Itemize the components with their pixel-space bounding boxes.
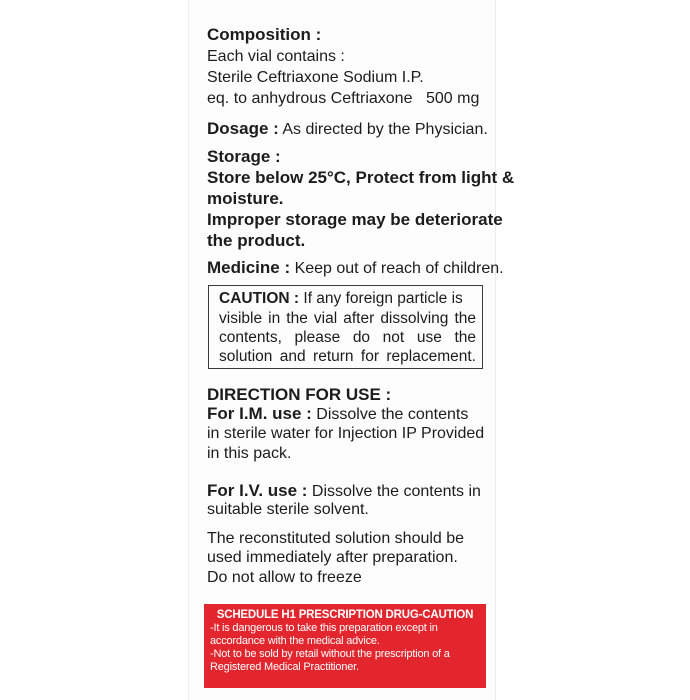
schedule-h1-line-1: -It is dangerous to take this preparation except in xyxy=(210,622,438,634)
composition-heading: Composition : xyxy=(207,25,322,44)
direction-heading: DIRECTION FOR USE : xyxy=(207,385,392,404)
medicine-text: Keep out of reach of children. xyxy=(290,260,504,277)
schedule-h1-line-3: -Not to be sold by retail without the prescription of a xyxy=(210,648,450,660)
medicine-label: Medicine : xyxy=(207,258,291,277)
im-text-1: Dissolve the contents xyxy=(311,406,469,423)
dosage-label: Dosage : xyxy=(207,119,279,138)
caution-line-1 xyxy=(219,289,463,309)
caution-line-3 xyxy=(219,328,476,348)
iv-text-1: Dissolve the contents in xyxy=(307,483,481,500)
storage-heading: Storage : xyxy=(207,147,281,166)
composition-line-1: Each vial contains : xyxy=(207,48,345,65)
caution-label: CAUTION : xyxy=(219,290,300,307)
caution-text-1: If any foreign particle is xyxy=(299,290,463,307)
iv-line-1 xyxy=(207,481,481,502)
storage-line-3: Improper storage may be deteriorate xyxy=(207,210,503,229)
schedule-h1-line-2: accordance with the medical advice. xyxy=(210,635,380,647)
caution-line-4 xyxy=(219,347,476,367)
iv-label: For I.V. use : xyxy=(207,481,308,500)
caution-text-4: solution and return for replacement. xyxy=(219,348,476,365)
im-line-1 xyxy=(207,404,468,425)
schedule-h1-title: SCHEDULE H1 PRESCRIPTION DRUG-CAUTION xyxy=(216,609,474,621)
iv-line-2: suitable sterile solvent. xyxy=(207,501,369,518)
caution-line-2 xyxy=(219,309,476,329)
storage-line-2: moisture. xyxy=(207,189,284,208)
composition-line-2: Sterile Ceftriaxone Sodium I.P. xyxy=(207,69,424,86)
caution-text-3: contents, please do not use the xyxy=(219,329,476,346)
medicine-line xyxy=(207,258,504,279)
storage-line-1: Store below 25°C, Protect from light & xyxy=(207,168,515,187)
im-label: For I.M. use : xyxy=(207,404,312,423)
dosage-line xyxy=(207,119,488,140)
im-line-2: in sterile water for Injection IP Provided xyxy=(207,425,485,442)
reconstitution-line-3: Do not allow to freeze xyxy=(207,569,362,586)
storage-line-4: the product. xyxy=(207,231,306,250)
schedule-h1-warning-box xyxy=(204,604,486,688)
caution-text-2: visible in the vial after dissolving the xyxy=(219,310,476,327)
composition-line-3 xyxy=(207,89,480,109)
im-line-3: in this pack. xyxy=(207,445,292,462)
reconstitution-line-1: The reconstituted solution should be xyxy=(207,530,465,547)
composition-ingredient: eq. to anhydrous Ceftriaxone xyxy=(207,90,413,107)
reconstitution-line-2: used immediately after preparation. xyxy=(207,549,458,566)
composition-amount: 500 mg xyxy=(426,90,480,107)
dosage-text: As directed by the Physician. xyxy=(278,121,488,138)
schedule-h1-line-4: Registered Medical Practitioner. xyxy=(210,661,359,673)
